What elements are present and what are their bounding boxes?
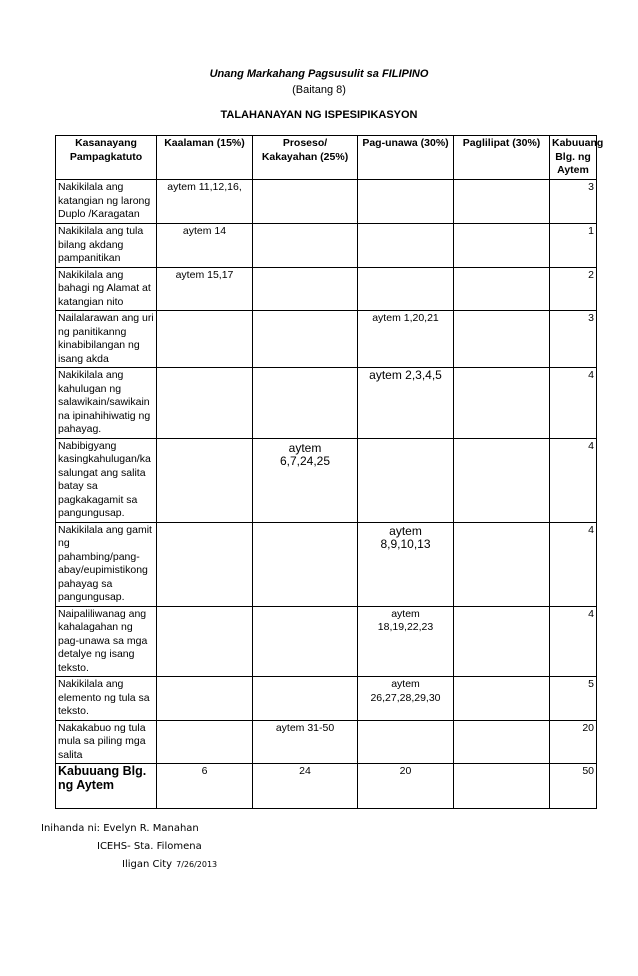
skill-cell: Nailalarawan ang uri ng panitikanng kinabibilangan ng isang akda	[56, 311, 157, 368]
paglilipat-cell	[454, 267, 550, 311]
paglilipat-cell	[454, 438, 550, 522]
pagunawa-cell	[358, 438, 454, 522]
skill-cell: Naipaliliwanag ang kahalagahan ng pag-unawa sa mga detalye ng isang teksto.	[56, 606, 157, 677]
pagunawa-cell	[358, 720, 454, 764]
total-cell: 3	[550, 311, 597, 368]
proseso-cell	[253, 311, 358, 368]
paglilipat-cell	[454, 606, 550, 677]
totals-row	[56, 764, 597, 809]
proseso-cell	[253, 522, 358, 606]
kaalaman-cell	[157, 720, 253, 764]
paglilipat-cell	[454, 224, 550, 268]
table-row	[56, 720, 597, 764]
table-header-row	[56, 136, 597, 180]
date: 7/26/2013	[176, 860, 218, 869]
skill-cell: Nakikilala ang elemento ng tula sa teksto.	[56, 677, 157, 721]
kaalaman-cell	[157, 368, 253, 439]
document-title: Unang Markahang Pagsusulit sa FILIPINO	[209, 68, 429, 80]
col-header-total: Kabuuang Blg. ng Aytem	[550, 136, 597, 180]
skill-cell: Nakikilala ang katangian ng larong Duplo /Karagatan	[56, 180, 157, 224]
paglilipat-cell	[454, 522, 550, 606]
col-header-paglilipat: Paglilipat (30%)	[454, 136, 550, 180]
skill-cell: Nakikilala ang gamit ng pahambing/pang-abay/eupimistikong pahayag sa pangungusap.	[56, 522, 157, 606]
skill-cell: Nabibigyang kasingkahulugan/ka salungat ang salita batay sa pagkakagamit sa pangungusap.	[56, 438, 157, 522]
paglilipat-cell	[454, 720, 550, 764]
table-row	[56, 311, 597, 368]
pagunawa-cell: aytem 2,3,4,5	[358, 368, 454, 439]
prepared-by: Inihanda ni: Evelyn R. Manahan	[41, 823, 199, 834]
total-cell: 5	[550, 677, 597, 721]
total-pagunawa: 20	[358, 764, 454, 809]
table-row	[56, 180, 597, 224]
kaalaman-cell: aytem 15,17	[157, 267, 253, 311]
grade-level: (Baitang 8)	[292, 84, 346, 96]
pagunawa-cell	[358, 180, 454, 224]
city: Iligan City	[122, 859, 173, 870]
table-row	[56, 438, 597, 522]
paglilipat-cell	[454, 180, 550, 224]
kaalaman-cell	[157, 606, 253, 677]
kaalaman-cell	[157, 438, 253, 522]
city-date-line	[41, 856, 217, 874]
skill-cell: Nakakabuo ng tula mula sa piling mga salita	[56, 720, 157, 764]
proseso-cell	[253, 180, 358, 224]
total-cell: 1	[550, 224, 597, 268]
kaalaman-cell	[157, 522, 253, 606]
totals-label: Kabuuang Blg. ng Aytem	[56, 764, 157, 809]
kaalaman-cell: aytem 11,12,16,	[157, 180, 253, 224]
paglilipat-cell	[454, 368, 550, 439]
total-cell: 3	[550, 180, 597, 224]
paglilipat-cell	[454, 677, 550, 721]
skill-cell: Nakikilala ang tula bilang akdang pampanitikan	[56, 224, 157, 268]
col-header-proseso: Proseso/ Kakayahan (25%)	[253, 136, 358, 180]
paglilipat-cell	[454, 311, 550, 368]
total-paglilipat	[454, 764, 550, 809]
table-row	[56, 606, 597, 677]
total-cell: 20	[550, 720, 597, 764]
kaalaman-cell	[157, 311, 253, 368]
pagunawa-cell: aytem 18,19,22,23	[358, 606, 454, 677]
pagunawa-cell	[358, 267, 454, 311]
proseso-cell	[253, 606, 358, 677]
table-row	[56, 522, 597, 606]
pagunawa-cell: aytem 1,20,21	[358, 311, 454, 368]
school-name: ICEHS- Sta. Filomena	[97, 841, 202, 852]
total-cell: 4	[550, 606, 597, 677]
proseso-cell	[253, 368, 358, 439]
table-row	[56, 267, 597, 311]
skill-cell: Nakikilala ang kahulugan ng salawikain/sawikain na ipinahihiwatig ng pahayag.	[56, 368, 157, 439]
total-cell: 4	[550, 438, 597, 522]
kaalaman-cell	[157, 677, 253, 721]
total-proseso: 24	[253, 764, 358, 809]
proseso-cell	[253, 267, 358, 311]
table-row	[56, 224, 597, 268]
total-cell: 4	[550, 522, 597, 606]
skill-cell: Nakikilala ang bahagi ng Alamat at katangian nito	[56, 267, 157, 311]
kaalaman-cell: aytem 14	[157, 224, 253, 268]
proseso-cell	[253, 224, 358, 268]
col-header-skill: Kasanayang Pampagkatuto	[56, 136, 157, 180]
table-row	[56, 368, 597, 439]
col-header-pagunawa: Pag-unawa (30%)	[358, 136, 454, 180]
proseso-cell	[253, 677, 358, 721]
pagunawa-cell: aytem 26,27,28,29,30	[358, 677, 454, 721]
pagunawa-cell: aytem 8,9,10,13	[358, 522, 454, 606]
total-cell: 2	[550, 267, 597, 311]
total-cell: 4	[550, 368, 597, 439]
table-title: TALAHANAYAN NG ISPESIPIKASYON	[220, 109, 418, 121]
total-kaalaman: 6	[157, 764, 253, 809]
proseso-cell: aytem 31-50	[253, 720, 358, 764]
specification-table	[55, 135, 604, 809]
prepared-by-block	[41, 820, 217, 874]
pagunawa-cell	[358, 224, 454, 268]
col-header-kaalaman: Kaalaman (15%)	[157, 136, 253, 180]
table-row	[56, 677, 597, 721]
grand-total: 50	[550, 764, 597, 809]
proseso-cell: aytem 6,7,24,25	[253, 438, 358, 522]
